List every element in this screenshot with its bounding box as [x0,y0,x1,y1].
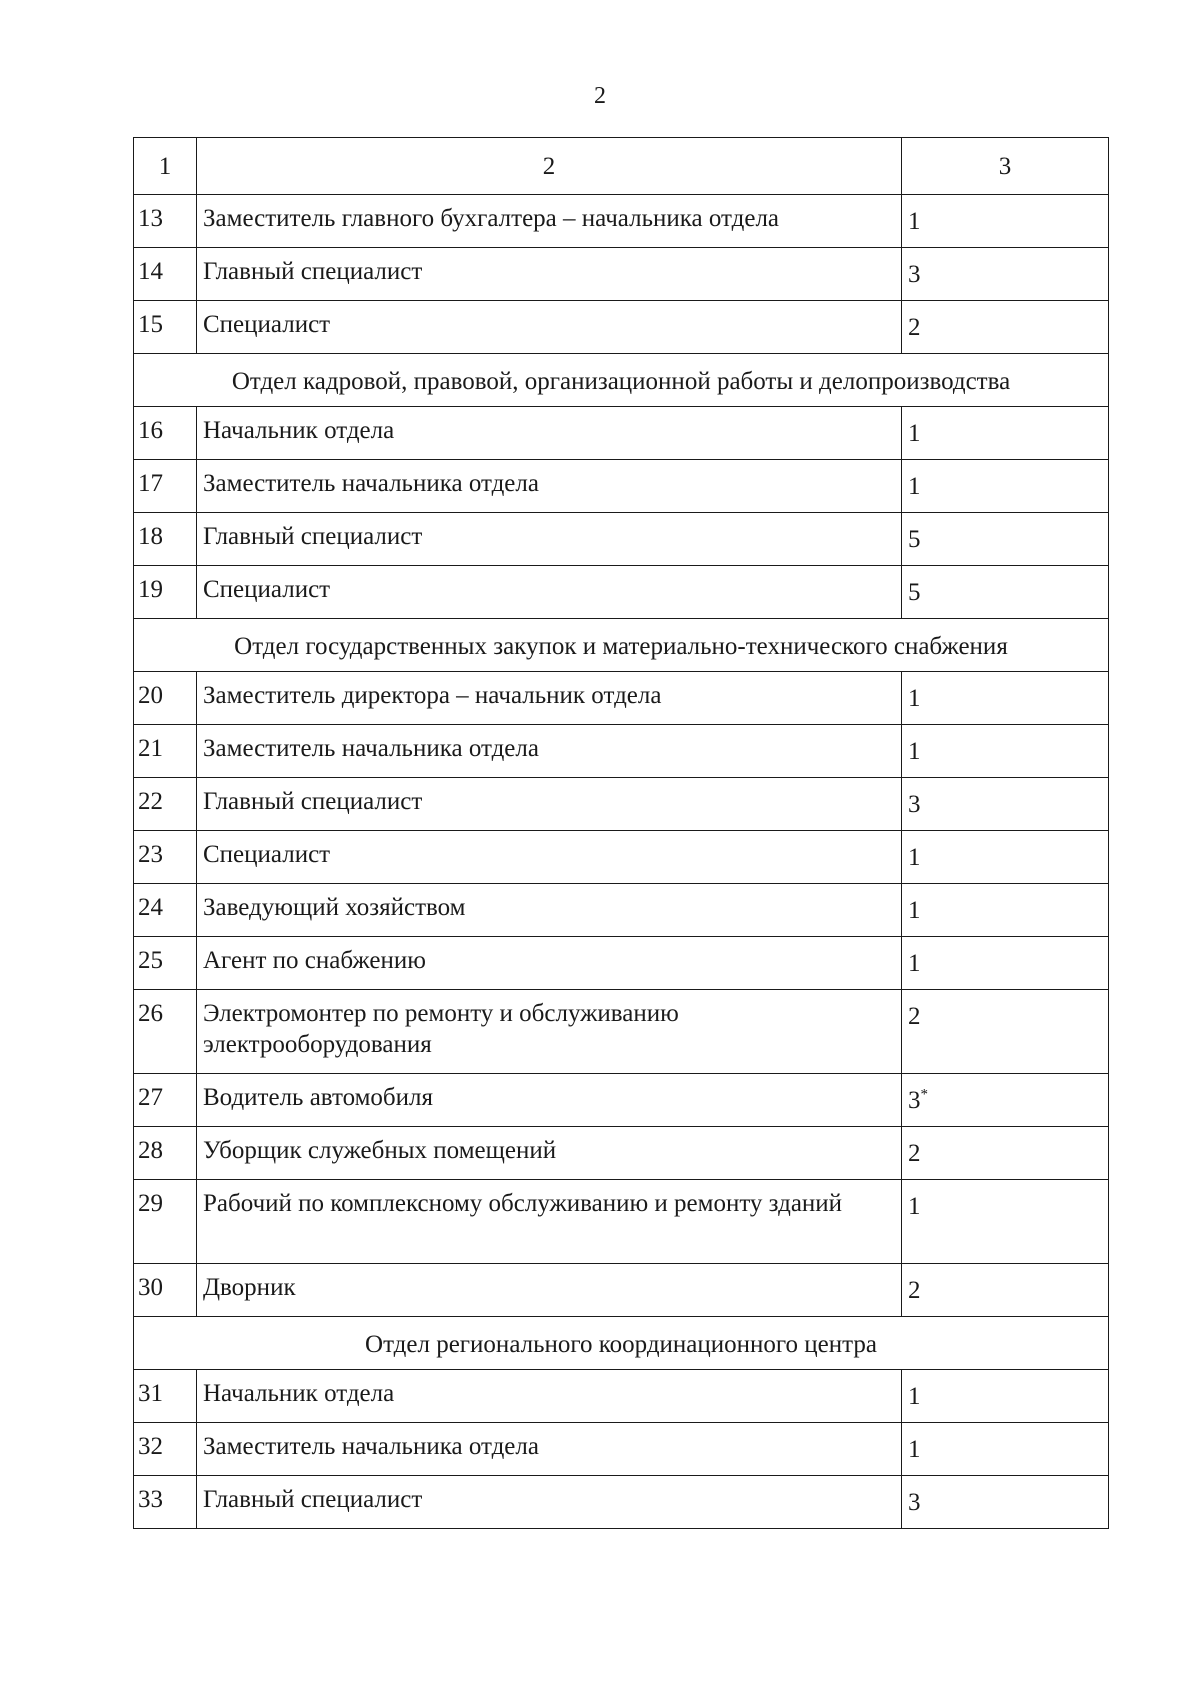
staff-count-cell [902,990,1109,1074]
position-title: Рабочий по комплексному обслуживанию и ремонту зданий [197,1180,902,1264]
table-row [134,672,1109,725]
table-row [134,778,1109,831]
staff-count-cell [902,1127,1109,1180]
staff-count-cell [902,195,1109,248]
row-number: 30 [134,1264,197,1317]
staff-count-cell [902,248,1109,301]
section-title: Отдел регионального координационного центра [134,1317,1109,1370]
table-row [134,937,1109,990]
row-number: 33 [134,1476,197,1529]
row-number: 14 [134,248,197,301]
table-row [134,566,1109,619]
position-title: Главный специалист [197,778,902,831]
table-row [134,301,1109,354]
header-col-1: 1 [134,138,197,195]
row-number: 25 [134,937,197,990]
staff-count: 5 [908,579,921,606]
row-number: 16 [134,407,197,460]
staff-count-cell [902,513,1109,566]
staff-count-cell [902,778,1109,831]
footnote-mark: * [920,1086,928,1103]
staff-count: 1 [908,844,921,871]
table-row [134,1476,1109,1529]
table-row [134,195,1109,248]
staff-count-cell [902,460,1109,513]
table-row [134,1180,1109,1264]
position-title: Специалист [197,301,902,354]
position-title: Главный специалист [197,248,902,301]
position-title: Специалист [197,566,902,619]
section-header-row [134,1317,1109,1370]
row-number: 18 [134,513,197,566]
section-title: Отдел государственных закупок и материально-технического снабжения [134,619,1109,672]
row-number: 21 [134,725,197,778]
staff-count: 2 [908,1140,921,1167]
staff-count: 1 [908,897,921,924]
table-row [134,407,1109,460]
staff-count-cell [902,672,1109,725]
row-number: 13 [134,195,197,248]
staff-count-cell [902,1074,1109,1127]
staff-count: 1 [908,685,921,712]
position-title: Главный специалист [197,513,902,566]
staff-count-cell [902,1264,1109,1317]
section-header-row [134,354,1109,407]
staff-count: 5 [908,526,921,553]
position-title: Водитель автомобиля [197,1074,902,1127]
staff-count: 1 [908,738,921,765]
staff-count-cell [902,725,1109,778]
table-row [134,1127,1109,1180]
table-row [134,513,1109,566]
row-number: 28 [134,1127,197,1180]
table-row [134,831,1109,884]
row-number: 19 [134,566,197,619]
staff-count-cell [902,831,1109,884]
table-row [134,725,1109,778]
table-row [134,1423,1109,1476]
row-number: 24 [134,884,197,937]
row-number: 15 [134,301,197,354]
position-title: Начальник отдела [197,407,902,460]
header-col-3: 3 [902,138,1109,195]
staff-table [133,137,1109,1529]
table-row [134,248,1109,301]
row-number: 27 [134,1074,197,1127]
staff-count-cell [902,1370,1109,1423]
staff-count: 3 [908,261,921,288]
position-title: Начальник отдела [197,1370,902,1423]
staff-count: 1 [908,1383,921,1410]
row-number: 17 [134,460,197,513]
position-title: Заместитель главного бухгалтера – начальника отдела [197,195,902,248]
staff-count: 2 [908,1277,921,1304]
staff-count-cell [902,407,1109,460]
section-header-row [134,619,1109,672]
staff-count: 1 [908,420,921,447]
staff-count: 1 [908,208,921,235]
row-number: 29 [134,1180,197,1264]
staff-count: 3 [908,1489,921,1516]
table-body [134,138,1109,1529]
staff-count-cell [902,1180,1109,1264]
row-number: 32 [134,1423,197,1476]
staff-count-cell [902,301,1109,354]
row-number: 20 [134,672,197,725]
position-title: Заместитель начальника отдела [197,725,902,778]
staff-count-cell [902,1423,1109,1476]
row-number: 23 [134,831,197,884]
staff-count: 1 [908,1436,921,1463]
position-title: Уборщик служебных помещений [197,1127,902,1180]
table-row [134,1074,1109,1127]
position-title: Дворник [197,1264,902,1317]
table-row [134,990,1109,1074]
section-title: Отдел кадровой, правовой, организационной работы и делопроизводства [134,354,1109,407]
staff-count-cell [902,566,1109,619]
staff-count: 3 [908,1087,921,1114]
page-number: 2 [594,83,606,109]
row-number: 31 [134,1370,197,1423]
position-title: Агент по снабжению [197,937,902,990]
staff-count: 2 [908,314,921,341]
position-title: Главный специалист [197,1476,902,1529]
position-title: Электромонтер по ремонту и обслуживанию электрооборудования [197,990,902,1074]
staff-count: 3 [908,791,921,818]
staff-count: 1 [908,473,921,500]
position-title: Заведующий хозяйством [197,884,902,937]
staff-count: 1 [908,1193,921,1220]
table-row [134,1264,1109,1317]
table-row [134,1370,1109,1423]
table-row [134,460,1109,513]
table-header-row [134,138,1109,195]
staff-count-cell [902,1476,1109,1529]
staff-count-cell [902,884,1109,937]
position-title: Заместитель начальника отдела [197,460,902,513]
position-title: Заместитель начальника отдела [197,1423,902,1476]
table-row [134,884,1109,937]
staff-count: 1 [908,950,921,977]
staff-count-cell [902,937,1109,990]
position-title: Специалист [197,831,902,884]
header-col-2: 2 [197,138,902,195]
row-number: 22 [134,778,197,831]
row-number: 26 [134,990,197,1074]
position-title: Заместитель директора – начальник отдела [197,672,902,725]
staff-count: 2 [908,1003,921,1030]
